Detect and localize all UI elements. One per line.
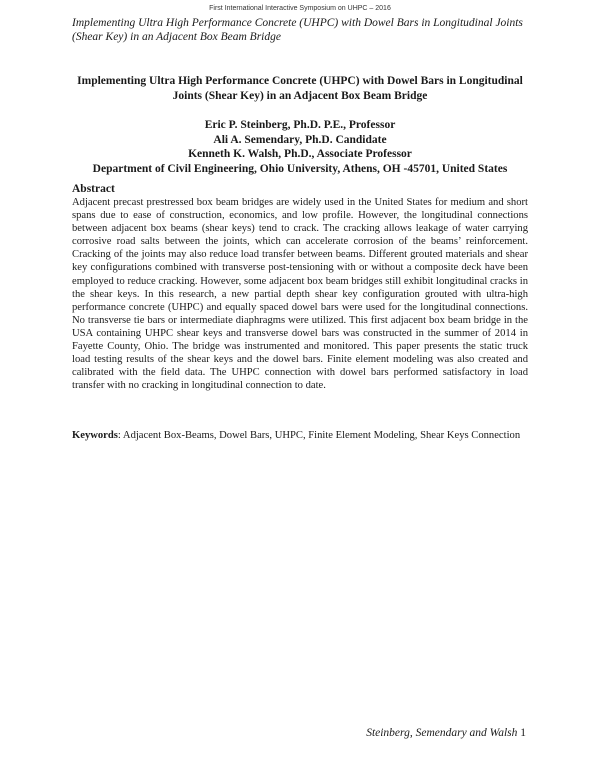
- affiliation: Department of Civil Engineering, Ohio University, Athens, OH -45701, United States: [92, 162, 508, 175]
- abstract-heading: Abstract: [72, 183, 115, 195]
- abstract-text: Adjacent precast prestressed box beam bridges are widely used in the United States for medium and short spans due to ease of construction, economics, and low profile. However, the longitudinal connections between adjacent box beams (shear keys) tend to crack. The cracking allows leakage of water carrying corrosive road salts between the joints, which can accelerate corrosion of the beams’ reinforcement. Cracking of the joints may also reduce load transfer between beams. Different grouted materials and shear key configurations combined with transverse post-tensioning with or without a composite deck have been employed to reduce cracking. However, some adjacent box beam bridges still exhibit longitudinal cracks in the shear keys. In this research, a new partial depth shear key configuration grouted with ultra-high performance concrete (UHPC) and equally spaced dowel bars were used for the longitudinal connections. No transverse tie bars or intermediate diaphragms were utilized. This first adjacent box beam bridge in the USA containing UHPC shear keys and transverse dowel bars was constructed in the summer of 2014 in Fayette County, Ohio. The bridge was instrumented and monitored. This paper presents the static truck load testing results of the shear keys and the dowel bars. Finite element modeling was also created and calibrated with the field data. The UHPC connection with dowel bars performed satisfactory in load transfer with no cracking in longitudinal connection to date.: [72, 197, 528, 392]
- running-title: Implementing Ultra High Performance Concrete (UHPC) with Dowel Bars in Longitudinal Joints (Shear Key) in an Adjacent Box Beam Bridge: [72, 17, 523, 43]
- keywords-paragraph: [72, 429, 528, 442]
- author-line: Kenneth K. Walsh, Ph.D., Associate Professor: [188, 148, 412, 160]
- keywords-text: : Adjacent Box-Beams, Dowel Bars, UHPC, Finite Element Modeling, Shear Keys Connection: [117, 430, 521, 441]
- paper-title: Implementing Ultra High Performance Concrete (UHPC) with Dowel Bars in Longitudinal Joints (Shear Key) in an Adjacent Box Beam Bridge: [77, 75, 523, 102]
- author-line: Eric P. Steinberg, Ph.D. P.E., Professor: [204, 119, 396, 131]
- conference-header: First International Interactive Symposium on UHPC – 2016: [209, 5, 391, 12]
- page-number: 1: [520, 727, 526, 739]
- page-footer: [366, 727, 526, 739]
- author-block: [60, 118, 540, 176]
- keywords-label: Keywords: [72, 430, 118, 441]
- footer-authors: Steinberg, Semendary and Walsh: [366, 727, 518, 739]
- author-line: Ali A. Semendary, Ph.D. Candidate: [213, 133, 387, 146]
